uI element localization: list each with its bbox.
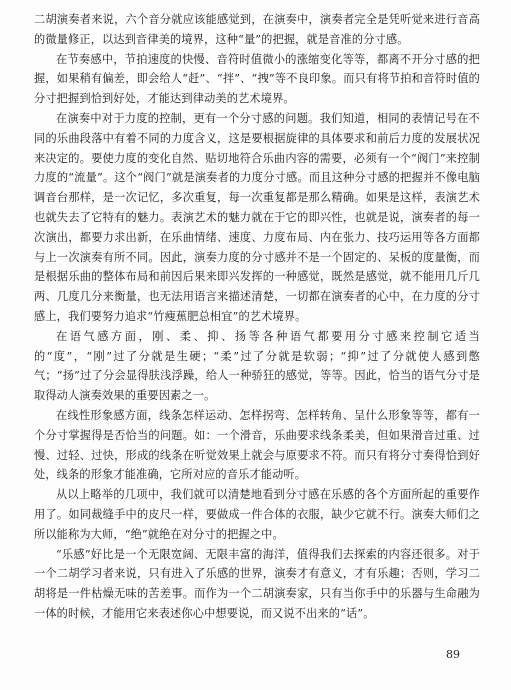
paragraph-dynamics: 在演奏中对于力度的控制，更有一个分寸感的问题。我们知道，相同的表情记号在不同的乐曲段落中有着不同的力度含义，这是要根据旋律的具体要求和前后力度的发展状况来决定的。要使力度的变化自然、贴切地符合乐曲内容的需要，必须有一个“阀门”来控制力度的“流量”。这个“阀门”就是演奏者的力度分寸感。而且这种分寸感的把握并不像电脑调音台那样，是一次记忆，多次重复，每一次重复都是那么精确。如果是这样，表演艺术也就失去了它特有的魅力。表演艺术的魅力就在于它的即兴性，也就是说，演奏者的每一次演出，都要力求出新，在乐曲情绪、速度、力度布局、内在张力、技巧运用等各方面都与上一次演奏有所不同。因此，演奏力度的分寸感并不是一个固定的、呆板的度量衡，而是根据乐曲的整体布局和前因后果来即兴发挥的一种感觉，既然是感觉，就不能用几斤几两、几度几分来衡量，也无法用语言来描述清楚，一切都在演奏者的心中，在力度的分寸感上，我们要努力追求“竹瘦蕉肥总相宜”的艺术境界。 (34, 111, 480, 323)
paragraph-rhythm: 在节奏感中，节拍速度的快慢、音符时值微小的涨缩变化等等，都离不开分寸感的把握，如果稍有偏差，即会给人“赶”、“拌”、“拽”等不良印象。而只有将节拍和音符时值的分寸把握到恰到好处，才能达到律动美的艺术境界。 (34, 52, 480, 106)
body-text (34, 10, 480, 624)
page-number: 89 (446, 648, 460, 661)
paragraph-phrasing: 在语气感方面，刚、柔、抑、扬等各种语气都要用分寸感来控制它适当的“度”，“刚”过了分就是生硬；“柔”过了分就是软弱；“抑”过了分就使人感到憋气；“扬”过了分会显得肤浅浮躁，给人一种骄狂的感觉，等等。因此，恰当的语气分寸是取得动人演奏效果的重要因素之一。 (34, 329, 480, 403)
paragraph-conclusion: “乐感”好比是一个无限宽阔、无限丰富的海洋，值得我们去探索的内容还很多。对于一个二胡学习者来说，只有进入了乐感的世界，演奏才有意义，才有乐趣；否则，学习二胡将是一件枯燥无味的苦差事。而作为一个二胡演奏家，只有当你手中的乐器与生命融为一体的时候，才能用它来表述你心中想要说，而又说不出来的“话”。 (34, 547, 480, 620)
paragraph-line-shape: 在线性形象感方面，线条怎样运动、怎样拐弯、怎样转角、呈什么形象等等，都有一个分寸掌握得是否恰当的问题。如：一个滑音，乐曲要求线条柔美，但如果滑音过重、过慢、过轻、过快，形成的线条在听觉效果上就会与原要求不符。而只有将分寸奏得恰到好处，线条的形象才能准确，它所对应的音乐才能动听。 (34, 408, 480, 482)
paragraph-summary: 从以上略举的几项中，我们就可以清楚地看到分寸感在乐感的各个方面所起的重要作用了。如同裁缝手中的皮尺一样，要做成一件合体的衣服，缺少它就不行。演奏大师们之所以能称为大师，“绝”就绝在对分寸的把握之中。 (34, 488, 480, 541)
paragraph-continued: 二胡演奏者来说，六个音分就应该能感觉到，在演奏中，演奏者完全是凭听觉来进行音高的微量修正，以达到音律美的境界，这种“量”的把握，就是音准的分寸感。 (34, 13, 480, 46)
